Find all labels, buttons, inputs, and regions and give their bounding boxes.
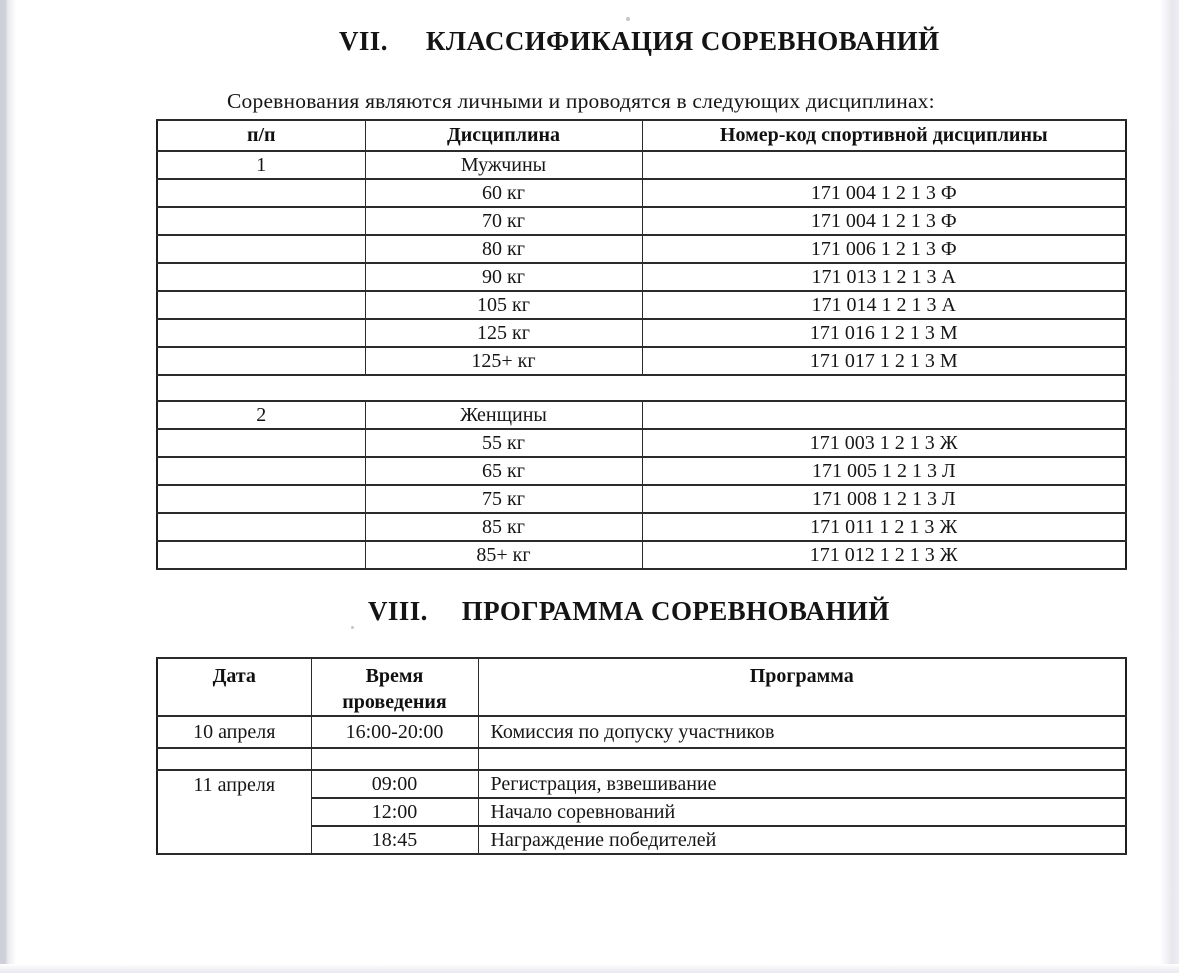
col-header-program: Программа	[478, 658, 1126, 716]
cell-date: 11 апреля	[157, 770, 311, 854]
col-header-num: п/п	[157, 120, 365, 151]
cell-num	[157, 429, 365, 457]
table-row	[157, 263, 1126, 291]
cell-num	[157, 541, 365, 569]
cell-num	[157, 291, 365, 319]
cell-discipline: 80 кг	[365, 235, 642, 263]
empty-cell	[478, 748, 1126, 770]
cell-code: 171 008 1 2 1 3 Л	[642, 485, 1126, 513]
section-8-heading	[368, 596, 890, 627]
cell-discipline: 75 кг	[365, 485, 642, 513]
cell-time: 09:00	[311, 770, 478, 798]
section-8-title: ПРОГРАММА СОРЕВНОВАНИЙ	[461, 596, 890, 626]
cell-num	[157, 485, 365, 513]
cell-discipline: Мужчины	[365, 151, 642, 179]
cell-event: Начало соревнований	[478, 798, 1126, 826]
cell-discipline: 65 кг	[365, 457, 642, 485]
table-row	[157, 770, 1126, 798]
table-row	[157, 513, 1126, 541]
cell-code: 171 012 1 2 1 3 Ж	[642, 541, 1126, 569]
program-table	[156, 657, 1127, 855]
program-header-row	[157, 658, 1126, 716]
scan-speck	[351, 626, 354, 629]
cell-discipline: 125 кг	[365, 319, 642, 347]
section-7-heading	[339, 26, 939, 57]
cell-code: 171 003 1 2 1 3 Ж	[642, 429, 1126, 457]
classification-table	[156, 119, 1127, 570]
section-7-number: VII.	[339, 26, 388, 56]
section-7-title: КЛАССИФИКАЦИЯ СОРЕВНОВАНИЙ	[425, 26, 940, 56]
cell-num: 2	[157, 401, 365, 429]
cell-discipline: 55 кг	[365, 429, 642, 457]
cell-discipline: 70 кг	[365, 207, 642, 235]
cell-discipline: 85 кг	[365, 513, 642, 541]
table-row	[157, 319, 1126, 347]
table-row	[157, 347, 1126, 375]
cell-date: 10 апреля	[157, 716, 311, 748]
table-row	[157, 207, 1126, 235]
empty-row	[157, 748, 1126, 770]
cell-time: 12:00	[311, 798, 478, 826]
cell-num	[157, 235, 365, 263]
scan-edge-left	[0, 0, 16, 973]
cell-discipline: 90 кг	[365, 263, 642, 291]
cell-code: 171 014 1 2 1 3 А	[642, 291, 1126, 319]
cell-discipline: 60 кг	[365, 179, 642, 207]
scan-edge-right	[1159, 0, 1179, 973]
table-row	[157, 235, 1126, 263]
col-header-discipline: Дисциплина	[365, 120, 642, 151]
cell-discipline: 85+ кг	[365, 541, 642, 569]
table-row	[157, 179, 1126, 207]
separator-cell	[157, 375, 1126, 401]
col-header-time: Время проведения	[311, 658, 478, 716]
table-row	[157, 716, 1126, 748]
separator-row	[157, 375, 1126, 401]
cell-event: Регистрация, взвешивание	[478, 770, 1126, 798]
cell-code: 171 017 1 2 1 3 М	[642, 347, 1126, 375]
table-row	[157, 151, 1126, 179]
cell-discipline: 105 кг	[365, 291, 642, 319]
cell-num	[157, 347, 365, 375]
table-row	[157, 429, 1126, 457]
cell-num	[157, 513, 365, 541]
empty-cell	[157, 748, 311, 770]
empty-cell	[311, 748, 478, 770]
cell-discipline: 125+ кг	[365, 347, 642, 375]
scan-edge-bottom	[0, 964, 1179, 973]
cell-code: 171 004 1 2 1 3 Ф	[642, 207, 1126, 235]
col-header-date: Дата	[157, 658, 311, 716]
cell-time: 16:00-20:00	[311, 716, 478, 748]
table-row	[157, 541, 1126, 569]
table-row	[157, 401, 1126, 429]
cell-time: 18:45	[311, 826, 478, 854]
intro-paragraph: Соревнования являются личными и проводятся в следующих дисциплинах:	[227, 89, 935, 113]
cell-code: 171 011 1 2 1 3 Ж	[642, 513, 1126, 541]
col-header-code: Номер-код спортивной дисциплины	[642, 120, 1126, 151]
cell-num	[157, 263, 365, 291]
cell-num	[157, 207, 365, 235]
cell-event: Награждение победителей	[478, 826, 1126, 854]
cell-num	[157, 179, 365, 207]
cell-code	[642, 401, 1126, 429]
cell-discipline: Женщины	[365, 401, 642, 429]
cell-code: 171 006 1 2 1 3 Ф	[642, 235, 1126, 263]
cell-num: 1	[157, 151, 365, 179]
cell-code: 171 004 1 2 1 3 Ф	[642, 179, 1126, 207]
classification-header-row	[157, 120, 1126, 151]
cell-num	[157, 319, 365, 347]
cell-code: 171 016 1 2 1 3 М	[642, 319, 1126, 347]
cell-event: Комиссия по допуску участников	[478, 716, 1126, 748]
table-row	[157, 291, 1126, 319]
scan-speck	[626, 17, 630, 21]
cell-code	[642, 151, 1126, 179]
cell-num	[157, 457, 365, 485]
cell-code: 171 013 1 2 1 3 А	[642, 263, 1126, 291]
table-row	[157, 485, 1126, 513]
section-8-number: VIII.	[368, 596, 428, 626]
cell-code: 171 005 1 2 1 3 Л	[642, 457, 1126, 485]
table-row	[157, 457, 1126, 485]
